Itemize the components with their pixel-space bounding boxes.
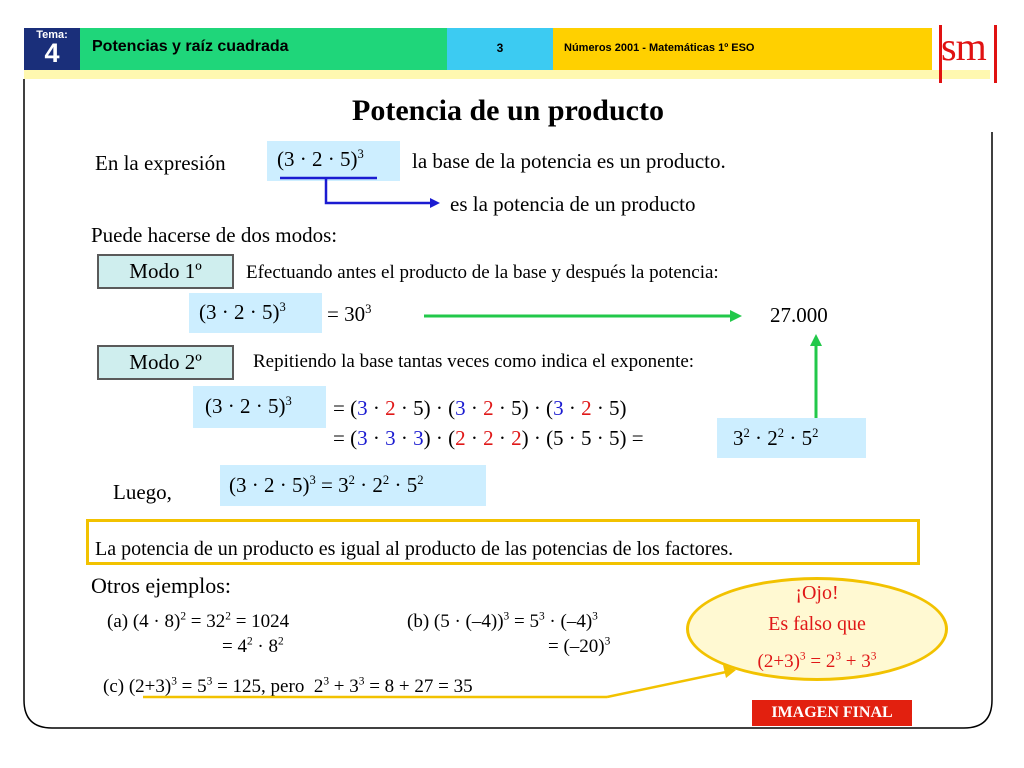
ea-t3: = 1024: [230, 611, 290, 632]
sm-logo-text: sm: [941, 24, 986, 69]
l2-eq: = (: [333, 426, 358, 450]
concl-exp: 3: [309, 473, 316, 487]
ec-t1: (c) (2+3): [103, 676, 172, 697]
ea2-e2: 2: [278, 635, 284, 648]
mode1-eq-exp: 3: [365, 302, 372, 316]
mode1-expr-exp: 3: [279, 300, 286, 314]
l1-two-3: 2: [581, 396, 592, 420]
l2-tail: ) · (5 · 5 · 5) =: [521, 426, 644, 450]
eb-e1: 3: [503, 610, 510, 623]
l1-dot-3: ·: [563, 396, 582, 420]
l2-three-3: 3: [413, 426, 424, 450]
mode2-expr-exp: 3: [285, 394, 292, 408]
intro-prefix: En la expresión: [95, 151, 226, 175]
ec-t3: = 125, pero 2: [212, 676, 324, 697]
header-page-number: 3: [496, 41, 504, 55]
concl-e3: 2: [417, 473, 424, 487]
mode1-description: Efectuando antes el producto de la base y después la potencia:: [246, 262, 719, 283]
ea-e1: 2: [180, 610, 187, 623]
intro-expr-exp: 3: [357, 147, 364, 161]
mr-b2: · 2: [749, 426, 778, 450]
final-image-button[interactable]: IMAGEN FINAL: [752, 700, 912, 726]
ea-t2: = 32: [186, 611, 226, 632]
ea2-t2: · 8: [252, 636, 278, 657]
examples-heading: Otros ejemplos:: [91, 573, 231, 598]
conclusion-prefix: Luego,: [113, 480, 172, 504]
ec-t4: + 3: [329, 676, 359, 697]
ec-e1: 3: [171, 675, 177, 688]
mr-b3: · 5: [784, 426, 813, 450]
ojo-e3: 3: [870, 650, 877, 663]
eb-e3: 3: [592, 610, 598, 623]
mode1-expr-base: (3 · 2 · 5): [199, 300, 280, 324]
eb-t3: · (–4): [544, 611, 593, 632]
mode1-result: 27.000: [770, 303, 828, 327]
eb2-e1: 3: [604, 635, 611, 648]
ea-e2: 2: [225, 610, 231, 623]
l2-three-1: 3: [357, 426, 368, 450]
mr-e3: 2: [812, 426, 819, 440]
l2-dot-2: ·: [395, 426, 414, 450]
concl-m3: · 5: [389, 473, 418, 497]
concl-m2: · 2: [354, 473, 383, 497]
ojo-t1: (2+3): [757, 651, 800, 672]
ojo-t3: + 3: [841, 651, 871, 672]
concl-e2: 2: [382, 473, 390, 487]
intro-arrow-note: es la potencia de un producto: [450, 192, 696, 216]
header-book-text: Números 2001 - Matemáticas 1º ESO: [564, 42, 755, 54]
ec-t2: = 5: [176, 676, 207, 697]
l2-dot-3: ·: [465, 426, 484, 450]
concl-e1: 2: [348, 473, 355, 487]
l2-dot-1: ·: [367, 426, 386, 450]
mode1-eq-base: = 30: [327, 302, 366, 326]
intro-base-note: la base de la potencia es un producto.: [412, 149, 726, 173]
eb2-t1: = (–20): [548, 636, 605, 657]
header-topic-text: Potencias y raíz cuadrada: [92, 38, 289, 55]
eb-t1: (b) (5 · (–4)): [407, 611, 504, 632]
ec-e3: 3: [323, 675, 330, 688]
l1-rest-1: · 5) · (: [395, 396, 456, 420]
tema-label: Tema:: [36, 29, 68, 41]
warning-title: ¡Ojo!: [795, 582, 839, 604]
mode1-label: Modo 1º: [97, 254, 234, 289]
l2-mid: ) · (: [423, 426, 456, 450]
ea2-e1: 2: [246, 635, 253, 648]
rule-text: La potencia de un producto es igual al producto de las potencias de los factores.: [95, 538, 734, 560]
l1-eq: = (: [333, 396, 358, 420]
ea2-t1: = 4: [222, 636, 247, 657]
l1-dot-1: ·: [367, 396, 386, 420]
modes-intro: Puede hacerse de dos modos:: [91, 223, 338, 247]
ojo-e2: 3: [835, 650, 842, 663]
l1-rest-2: · 5) · (: [493, 396, 554, 420]
eb-t2: = 5: [509, 611, 539, 632]
l2-two-3: 2: [511, 426, 522, 450]
ec-e4: 3: [358, 675, 365, 688]
l1-two-2: 2: [483, 396, 494, 420]
ec-t5: = 8 + 27 = 35: [364, 676, 473, 697]
l2-two-1: 2: [455, 426, 466, 450]
mr-e2: 2: [777, 426, 785, 440]
l1-three-1: 3: [357, 396, 368, 420]
l1-rest-3: · 5): [591, 396, 627, 420]
l1-two-1: 2: [385, 396, 396, 420]
mr-b1: 3: [733, 426, 744, 450]
ojo-e1: 3: [799, 650, 806, 663]
ojo-t2: = 2: [805, 651, 836, 672]
ea-t1: (a) (4 · 8): [107, 611, 181, 632]
l1-dot-2: ·: [465, 396, 484, 420]
tema-number: 4: [44, 38, 60, 68]
eb-e2: 3: [538, 610, 545, 623]
ec-e2: 3: [206, 675, 213, 688]
l1-three-3: 3: [553, 396, 564, 420]
mr-e1: 2: [743, 426, 750, 440]
mode2-expr-base: (3 · 2 · 5): [205, 394, 286, 418]
concl-eq: = 3: [315, 473, 349, 497]
l1-three-2: 3: [455, 396, 466, 420]
mode2-description: Repitiendo la base tantas veces como indica el exponente:: [253, 351, 695, 372]
concl-base: (3 · 2 · 5): [229, 473, 310, 497]
intro-expr-base: (3 · 2 · 5): [277, 147, 358, 171]
slide-title: Potencia de un producto: [352, 94, 664, 127]
l2-three-2: 3: [385, 426, 396, 450]
warning-subtitle: Es falso que: [768, 613, 866, 635]
l2-dot-4: ·: [493, 426, 512, 450]
mode2-label: Modo 2º: [97, 345, 234, 380]
l2-two-2: 2: [483, 426, 494, 450]
